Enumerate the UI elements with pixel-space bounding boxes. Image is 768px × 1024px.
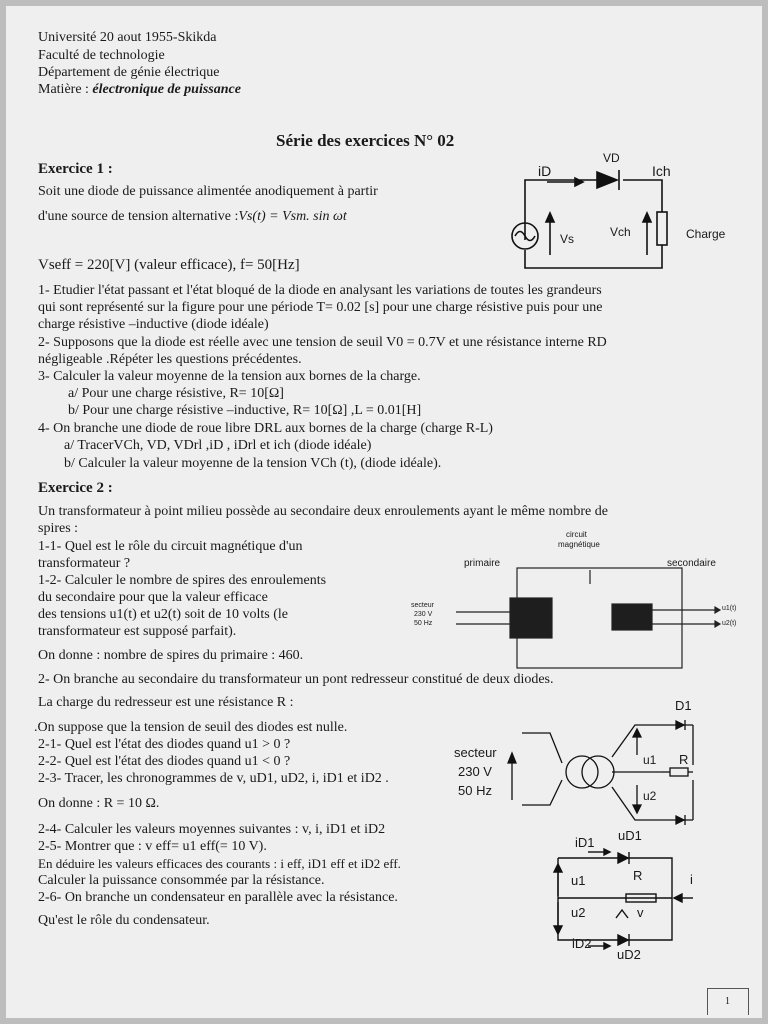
faculty-name: Faculté de technologie	[38, 48, 165, 63]
label-230v-small: 230 V	[414, 611, 433, 618]
ex1-q3: 3- Calculer la valeur moyenne de la tension aux bornes de la charge.	[38, 369, 421, 384]
subject-prefix: Matière :	[38, 82, 93, 97]
ex1-q4b: b/ Calculer la valeur moyenne de la tension VCh (t), (diode idéale).	[64, 456, 442, 471]
ex2-q12-line3: des tensions u1(t) et u2(t) soit de 10 volts (le	[38, 607, 289, 622]
label-secondaire: secondaire	[667, 558, 716, 569]
ex1-q2-line1: 2- Supposons que la diode est réelle avec une tension de seuil V0 = 0.7V et une résistance interne RD	[38, 335, 607, 350]
ex2-q2: 2- On branche au secondaire du transformateur un pont redresseur constitué de deux diodes.	[38, 672, 554, 687]
ex2-q26: 2-6- On branche un condensateur en parallèle avec la résistance.	[38, 890, 398, 905]
ex1-intro-2	[38, 209, 347, 225]
label-primaire: primaire	[464, 558, 501, 569]
ex2-q25: 2-5- Montrer que : v eff= u1 eff(= 10 V).	[38, 839, 267, 854]
page-number: 1	[725, 996, 730, 1007]
label-u2-eq: u2	[571, 905, 586, 920]
ex2-charge: La charge du redresseur est une résistance R :	[38, 695, 294, 710]
ex2-q11-line1: 1-1- Quel est le rôle du circuit magnétique d'un	[38, 539, 303, 554]
label-v-eq: v	[637, 905, 644, 920]
label-circuit: circuit	[566, 530, 587, 539]
label-u2-bridge: u2	[643, 789, 657, 803]
ex1-label-charge: Charge	[686, 227, 726, 241]
page-title: Série des exercices N° 02	[276, 131, 455, 150]
ex1-q3a: a/ Pour une charge résistive, R= 10[Ω]	[68, 386, 284, 401]
ex2-intro-2: spires :	[38, 521, 79, 536]
ex1-q1-line1: 1- Etudier l'état passant et l'état bloqué de la diode en analysant les variations de toutes les grandeurs	[38, 283, 602, 298]
ex1-q1-line3: charge résistive –inductive (diode idéale)	[38, 317, 269, 332]
ex2-q21: 2-1- Quel est l'état des diodes quand u1 > 0 ?	[38, 737, 291, 752]
ex2-intro-1: Un transformateur à point milieu possède au secondaire deux enroulements ayant le même nombre de	[38, 504, 608, 519]
department-name: Département de génie électrique	[38, 65, 220, 80]
label-secteur: secteur	[454, 745, 497, 760]
ex2-q24: 2-4- Calculer les valeurs moyennes suivantes : v, i, iD1 et iD2	[38, 822, 386, 837]
label-R-eq: R	[633, 868, 643, 883]
ex2-donne-R: On donne : R = 10 Ω.	[38, 796, 160, 811]
label-D1: D1	[675, 698, 692, 713]
ex1-heading: Exercice 1 :	[38, 161, 113, 177]
subject-line	[38, 82, 241, 98]
ex2-q22: 2-2- Quel est l'état des diodes quand u1 < 0 ?	[38, 754, 291, 769]
subject-name: électronique de puissance	[92, 82, 241, 97]
ex1-formula: Vs(t) = Vsm. sin ωt	[238, 209, 347, 224]
label-R-bridge: R	[679, 752, 689, 767]
ex1-label-iD: iD	[538, 163, 552, 179]
ex1-q1-line2: qui sont représenté sur la figure pour une période T= 0.02 [s] pour une charge résistive puis pour une	[38, 300, 603, 315]
ex1-q4: 4- On branche une diode de roue libre DRL aux bornes de la charge (charge R-L)	[38, 421, 493, 436]
label-u2t: u2(t)	[722, 620, 737, 627]
ex2-q11-line2: transformateur ?	[38, 556, 131, 571]
label-50hz: 50 Hz	[458, 783, 492, 798]
ex1-intro-1: Soit une diode de puissance alimentée anodiquement à partir	[38, 184, 378, 199]
label-u1t: u1(t)	[722, 605, 737, 612]
ex1-q4a: a/ TracerVCh, VD, VDrl ,iD , iDrl et ich (diode idéale)	[64, 438, 372, 453]
label-magnetique: magnétique	[558, 540, 600, 549]
label-iD2: iD2	[572, 936, 592, 951]
ex2-q12-line2: du secondaire pour que la valeur efficace	[38, 590, 268, 605]
label-secteur-small: secteur	[411, 602, 434, 609]
ex1-label-Ich: Ich	[652, 163, 671, 179]
ex2-donne-spires: On donne : nombre de spires du primaire : 460.	[38, 648, 304, 663]
ex2-seuil: .On suppose que la tension de seuil des diodes est nulle.	[34, 720, 348, 735]
rectifier-figure	[500, 705, 740, 835]
ex1-label-VD: VD	[603, 151, 620, 165]
label-uD1: uD1	[618, 828, 642, 843]
ex1-vseff: Vseff = 220[V] (valeur efficace), f= 50[Hz]	[38, 257, 300, 273]
label-u1-bridge: u1	[643, 753, 657, 767]
university-name: Université 20 aout 1955-Skikda	[38, 30, 217, 45]
ex1-q3b: b/ Pour une charge résistive –inductive, R= 10[Ω] ,L = 0.01[H]	[68, 403, 422, 418]
ex2-deduire: En déduire les valeurs efficaces des courants : i eff, iD1 eff et iD2 eff.	[38, 856, 401, 871]
ex2-q12-line1: 1-2- Calculer le nombre de spires des enroulements	[38, 573, 327, 588]
ex1-q2-line2: négligeable .Répéter les questions précédentes.	[38, 352, 302, 367]
label-uD2: uD2	[617, 947, 641, 962]
ex2-heading: Exercice 2 :	[38, 480, 113, 496]
label-iD1: iD1	[575, 835, 595, 850]
ex1-label-Vs: Vs	[560, 232, 575, 246]
ex2-puissance: Calculer la puissance consommée par la résistance.	[38, 873, 325, 888]
ex2-q12-line4: transformateur est supposé parfait).	[38, 624, 237, 639]
label-u1-eq: u1	[571, 873, 586, 888]
ex2-role: Qu'est le rôle du condensateur.	[38, 913, 210, 928]
label-i-eq: i	[690, 872, 693, 887]
ex1-label-Vch: Vch	[610, 225, 631, 239]
ex2-q23: 2-3- Tracer, les chronogrammes de v, uD1, uD2, i, iD1 et iD2 .	[38, 771, 389, 786]
label-230v: 230 V	[458, 764, 492, 779]
label-50hz-small: 50 Hz	[414, 620, 433, 627]
ex1-intro-2-text: d'une source de tension alternative :	[38, 209, 239, 224]
